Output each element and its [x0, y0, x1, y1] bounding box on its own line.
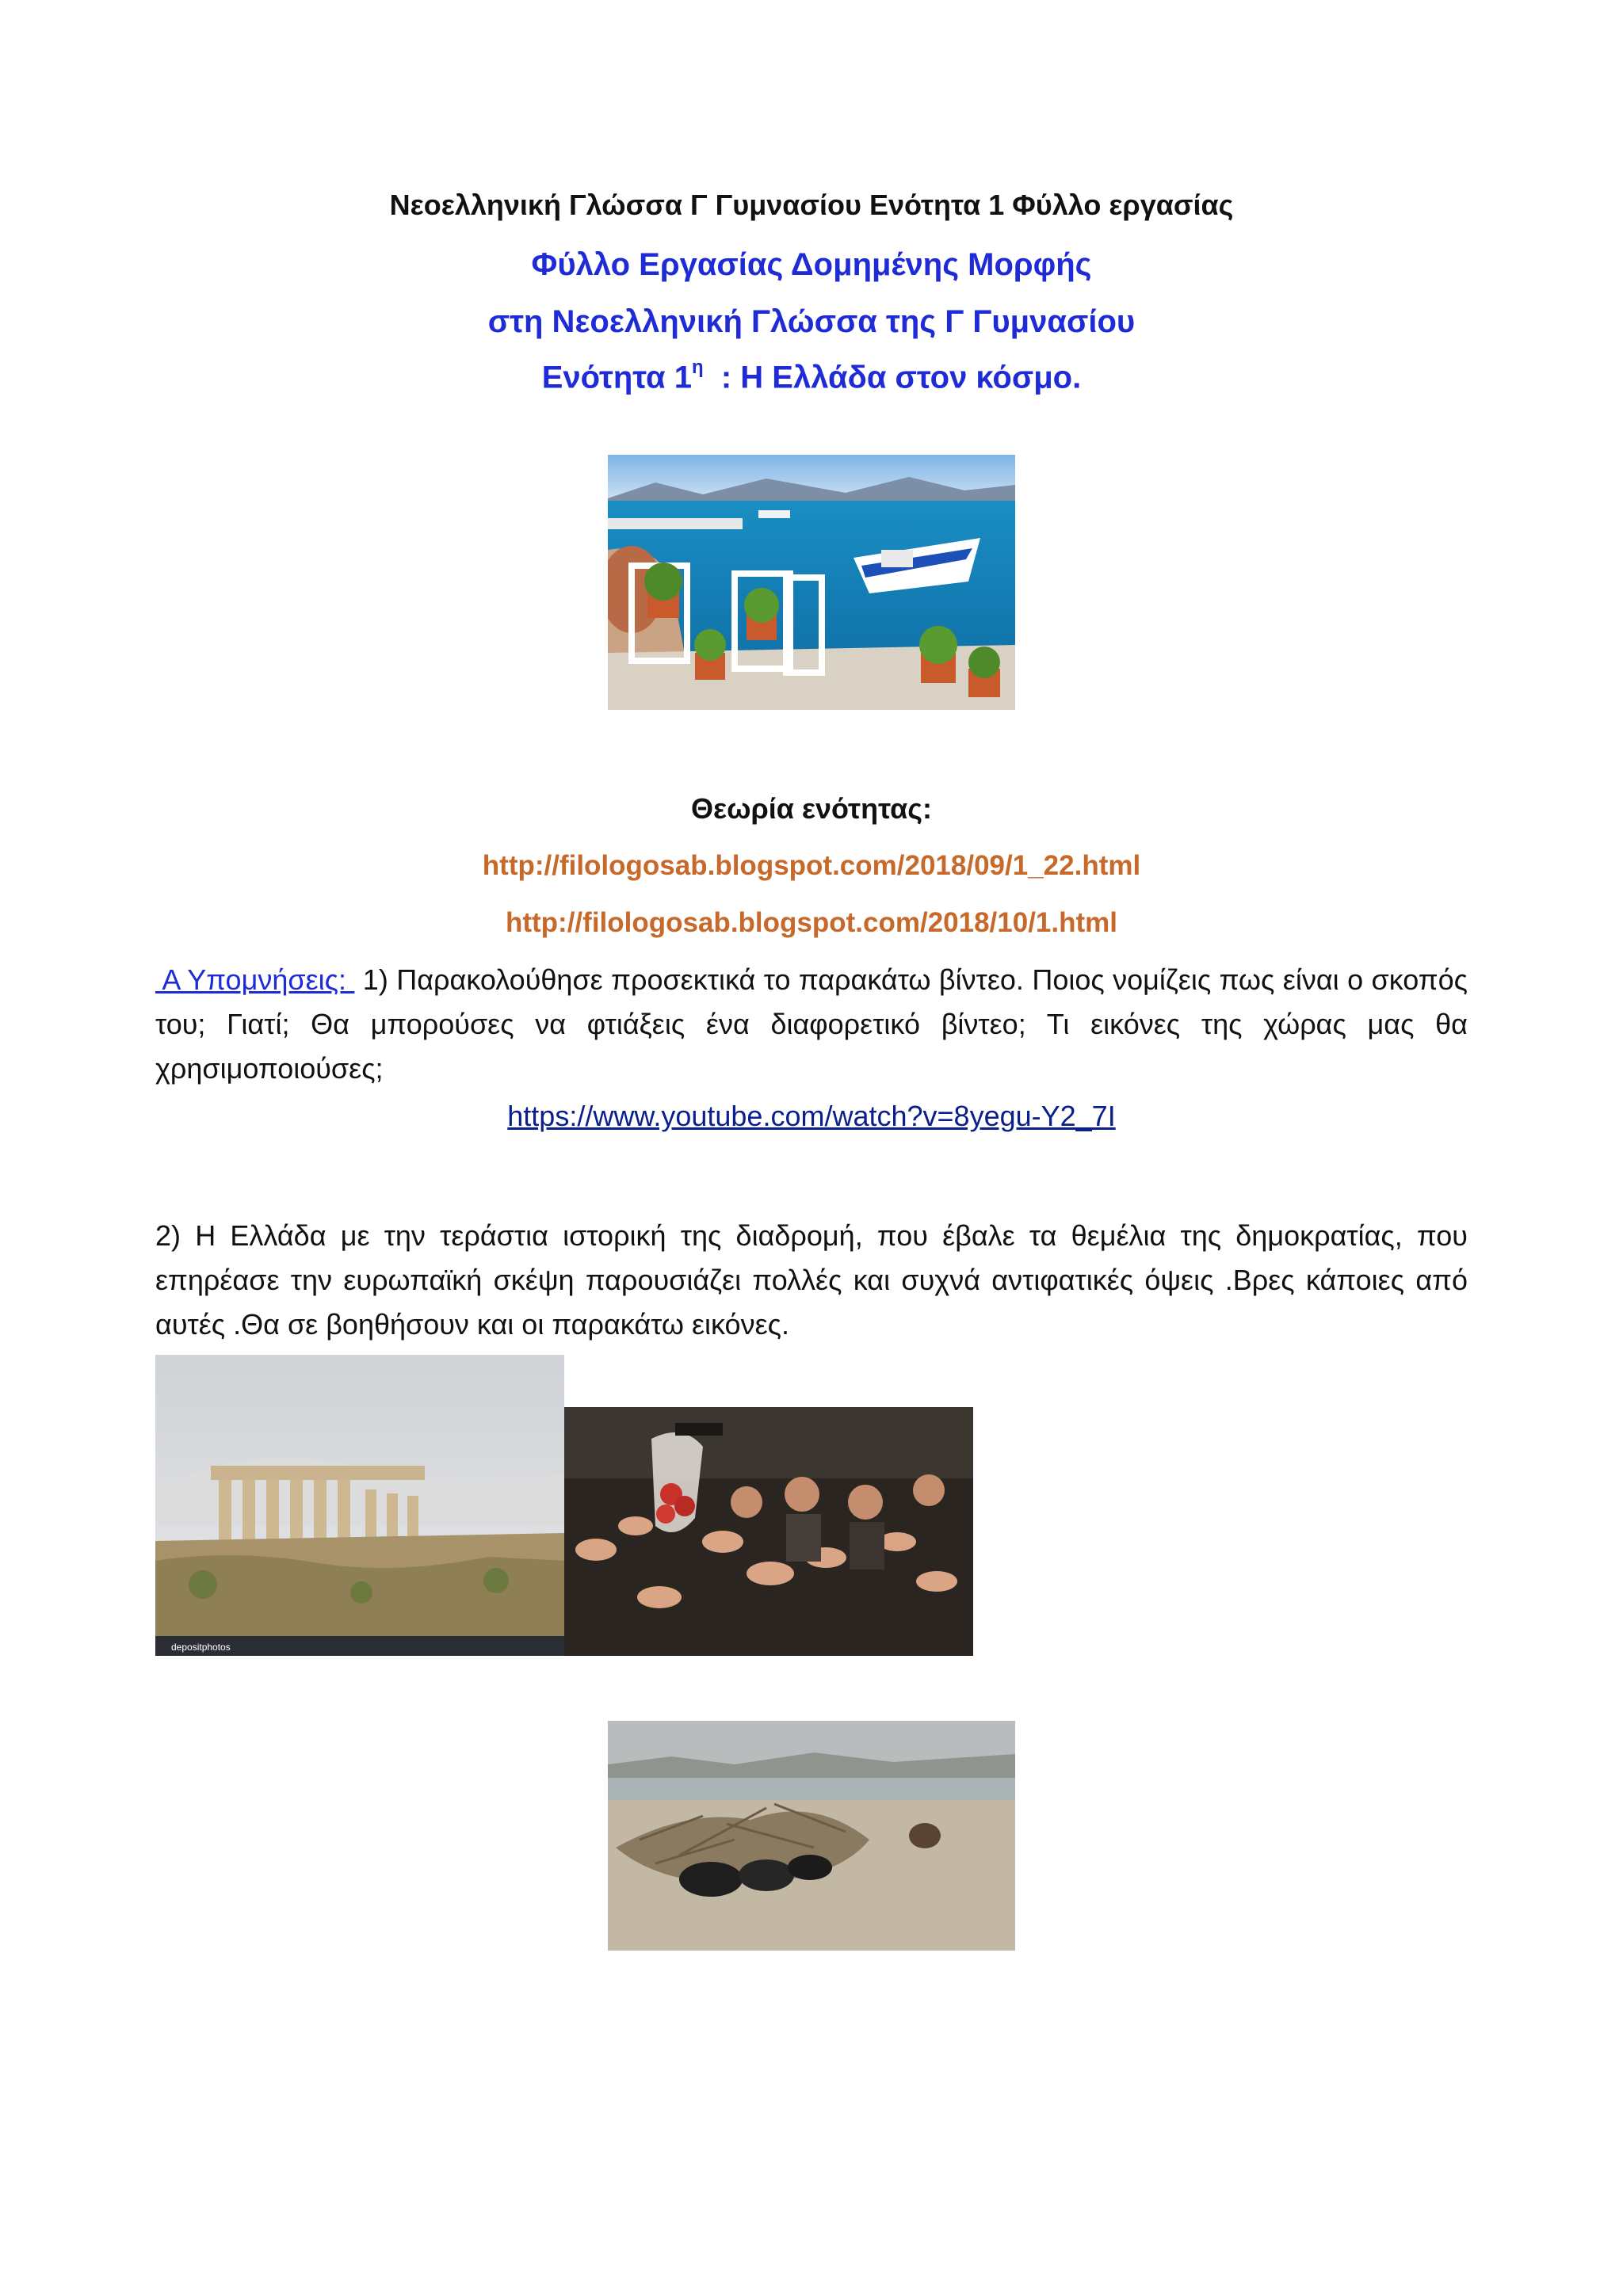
section-a-label[interactable]: Α Υπομνήσεις: — [155, 963, 355, 996]
title-line-2: στη Νεοελληνική Γλώσσα της Γ Γυμνασίου — [487, 304, 1136, 339]
title-line-1: Φύλλο Εργασίας Δομημένης Μορφής — [531, 247, 1092, 282]
question-2: 2) Η Ελλάδα με την τεράστια ιστορική της διαδρομή, που έβαλε τα θεμέλια της δημοκρατίας, που επηρέασε την ευρωπαϊκή σκέψη παρουσιάζει πολλές και συχνά αντιφατικές όψεις .Βρες κάποιες από αυτές .Θα σε βοηθήσουν και οι παρακάτω εικόνες. — [155, 1219, 1468, 1341]
harbor-photo — [608, 455, 1015, 710]
theory-link-2[interactable]: http://filologosab.blogspot.com/2018/10/1.html — [505, 907, 1118, 938]
title-line-3 — [0, 357, 1623, 395]
question-1 — [155, 958, 1468, 1091]
temple-watermark: depositphotos — [171, 1642, 231, 1653]
video-link-row — [0, 1100, 1623, 1133]
course-line: Νεοελληνική Γλώσσα Γ Γυμνασίου Ενότητα 1 Φύλλο εργασίας — [389, 189, 1234, 221]
crowd-photo — [564, 1407, 973, 1656]
title-line-3-sup: η — [691, 357, 704, 378]
theory-heading: Θεωρία ενότητας: — [691, 792, 932, 825]
temple-photo — [155, 1355, 564, 1656]
question-1-text: 1) Παρακολούθησε προσεκτικά το παρακάτω βίντεο. Ποιος νομίζεις πως είναι ο σκοπός του; Γιατί; Θα μπορούσες να φτιάξεις ένα διαφορετικό βίντεο; Τι εικόνες της χώρας μας θα χρησιμοποιούσες; — [155, 963, 1468, 1085]
beach-photo — [608, 1721, 1015, 1951]
title-line-3-suffix: : Η Ελλάδα στον κόσμο. — [703, 360, 1082, 395]
video-link[interactable]: https://www.youtube.com/watch?v=8yegu-Y2_7I — [507, 1100, 1116, 1132]
theory-link-1[interactable]: http://filologosab.blogspot.com/2018/09/1_22.html — [482, 850, 1141, 881]
title-line-3-prefix: Ενότητα 1 — [541, 360, 692, 395]
